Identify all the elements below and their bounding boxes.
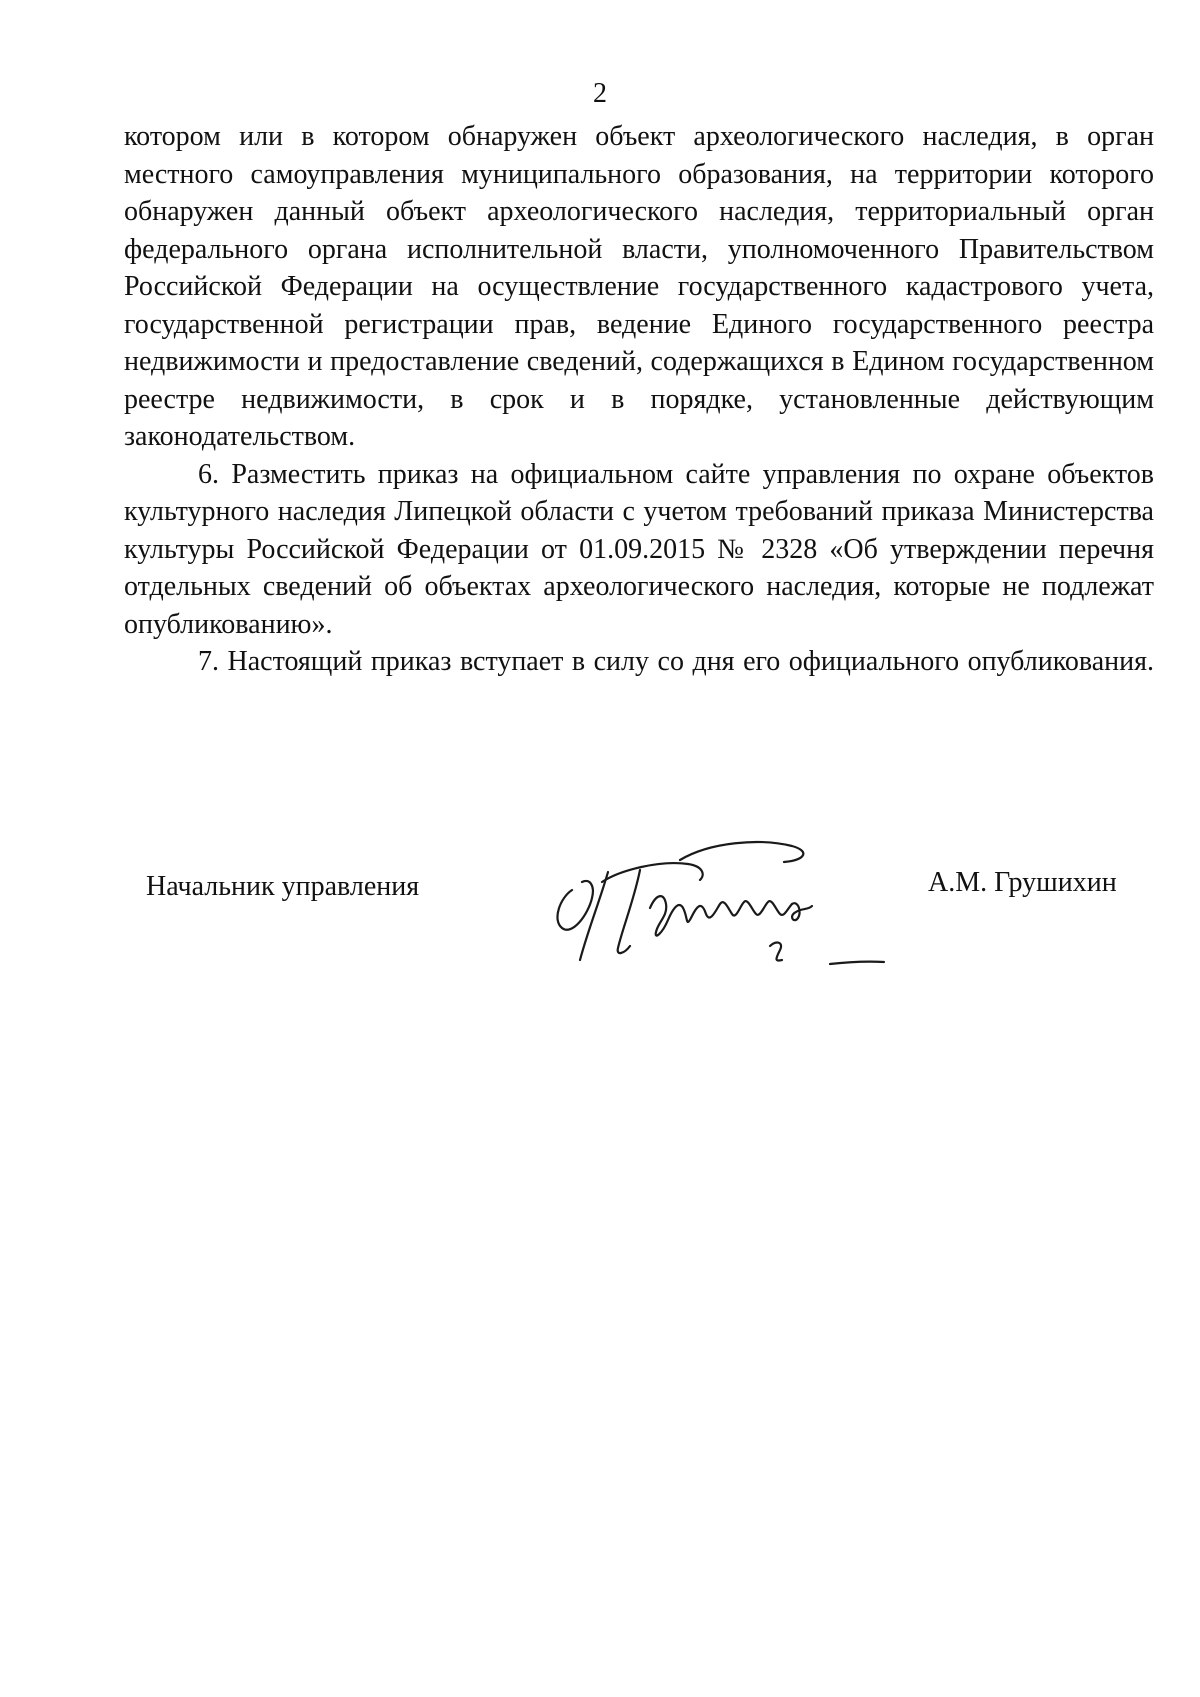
paragraph-continuation: котором или в котором обнаружен объект археологического наследия, в орган местного самоуправления муниципального образования, на территории которого обнаружен данный объект археологического наследия, территориальный орган федерального органа исполнительной власти, уполномоченного Правительством Российской Федерации на осуществление государственного кадастрового учета, государственной регистрации прав, ведение Единого государственного реестра недвижимости и предоставление сведений, содержащихся в Едином государственном реестре недвижимости, в срок и в порядке, установленные действующим законодательством. — [124, 121, 1154, 452]
paragraph-item-6: 6. Разместить приказ на официальном сайте управления по охране объектов культурного наследия Липецкой области с учетом требований приказа Министерства культуры Российской Федерации от 01.09.2015 № 2328 «Об утверждении перечня отдельных сведений об объектах археологического наследия, которые не подлежат опубликованию». — [124, 458, 1154, 640]
paragraph-item-7: 7. Настоящий приказ вступает в силу со дня его официального опубликования. — [198, 646, 1154, 677]
signatory-name: А.М. Грушихин — [928, 867, 1117, 898]
handwritten-signature — [530, 820, 910, 970]
signatory-position: Начальник управления — [146, 871, 420, 902]
page-number: 2 — [593, 78, 607, 109]
